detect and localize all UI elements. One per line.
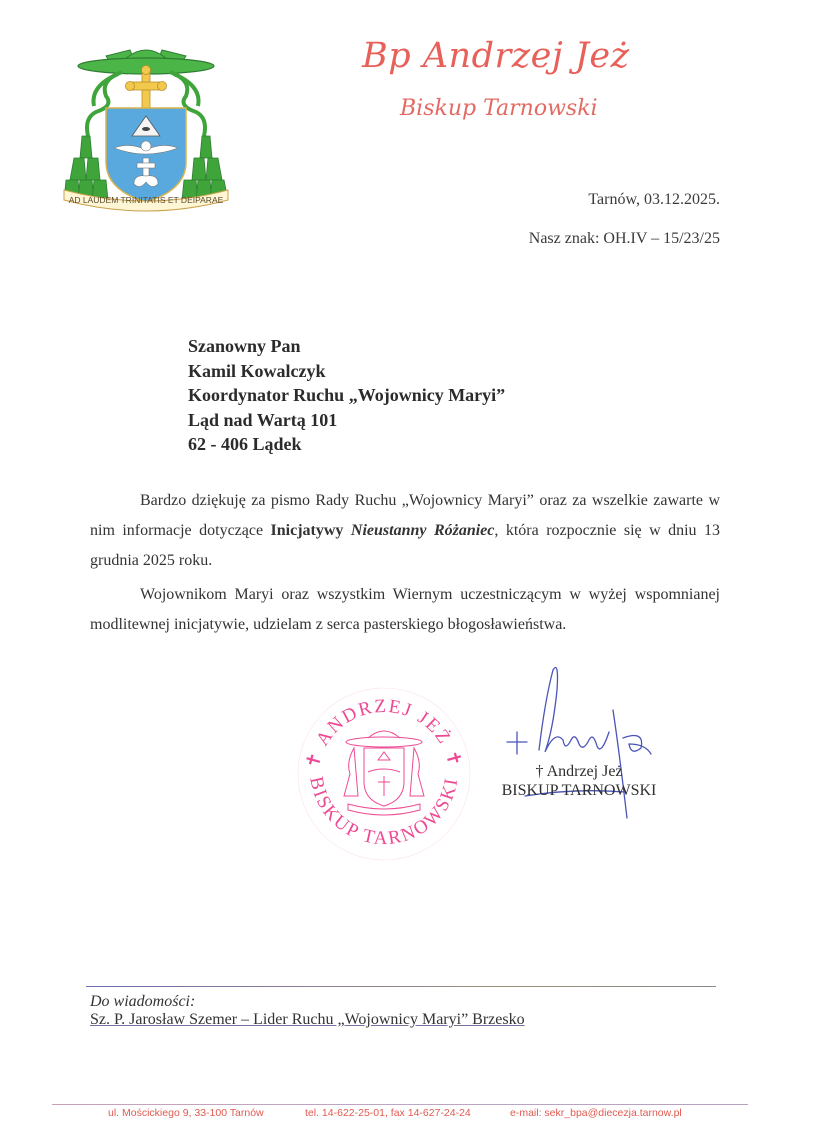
footer-address: ul. Mościckiego 9, 33-100 Tarnów [108, 1107, 264, 1119]
cc-recipient: Sz. P. Jarosław Szemer – Lider Ruchu „Wojownicy Maryi” Brzesko [90, 1011, 525, 1028]
body-paragraph-2: Wojownikom Maryi oraz wszystkim Wiernym uczestniczącym w wyżej wspomnianej modlitewnej inicjatywie, udzielam z serca pasterskiego błogosławieństwa. [90, 586, 720, 633]
recipient-name: Kamil Kowalczyk [188, 360, 326, 381]
footer-phone-fax: tel. 14-622-25-01, fax 14-627-24-24 [305, 1107, 471, 1119]
tassels-left-icon [64, 136, 108, 200]
recipient-street: Ląd nad Wartą 101 [188, 409, 338, 430]
body-text: , która rozpocznie się w dniu 13 grudnia 2025 roku. [90, 522, 721, 569]
recipient-city: 62 - 406 Lądek [188, 434, 302, 454]
place-and-date: Tarnów, 03.12.2025. [588, 191, 720, 208]
cc-label: Do wiadomości: [90, 993, 196, 1010]
footer-divider [52, 1104, 748, 1105]
letterhead-name: Bp Andrzej Jeż [362, 36, 630, 76]
stamp-crest-icon [344, 731, 424, 815]
letterhead-title: Biskup Tarnowski [400, 96, 598, 121]
recipient-salutation: Szanowny Pan [188, 336, 301, 356]
initiative-name: Nieustanny Różaniec [350, 522, 495, 539]
body-paragraph-1 [90, 486, 720, 576]
tassels-right-icon [182, 136, 228, 200]
official-stamp [296, 686, 472, 862]
stamp-bottom-text: BISKUP TARNOWSKI [305, 774, 463, 850]
body-text: Bardzo dziękuję za pismo Rady Ruchu „Wojownicy Maryi” oraz za wszelkie zawarte w nim informacje dotyczące [90, 492, 720, 539]
signatory-name: † Andrzej Jeż [535, 763, 623, 780]
stamp-top-text: ✝ ANDRZEJ JEŻ ✝ [302, 695, 466, 771]
recipient-address-block [188, 334, 505, 457]
cc-divider [86, 986, 716, 987]
letter-body [90, 486, 720, 640]
crest-motto: AD LAUDEM TRINITATIS ET DEIPARAE [68, 195, 224, 205]
recipient-position: Koordynator Ruchu „Wojownicy Maryi” [188, 385, 506, 405]
footer-email: e-mail: sekr_bpa@diecezja.tarnow.pl [510, 1107, 682, 1119]
initiative-label: Inicjatywy [270, 522, 351, 539]
signatory-title: BISKUP TARNOWSKI [501, 782, 657, 799]
reference-number: Nasz znak: OH.IV – 15/23/25 [528, 230, 720, 247]
signatory-block [496, 762, 662, 800]
coat-of-arms-logo [60, 40, 232, 212]
